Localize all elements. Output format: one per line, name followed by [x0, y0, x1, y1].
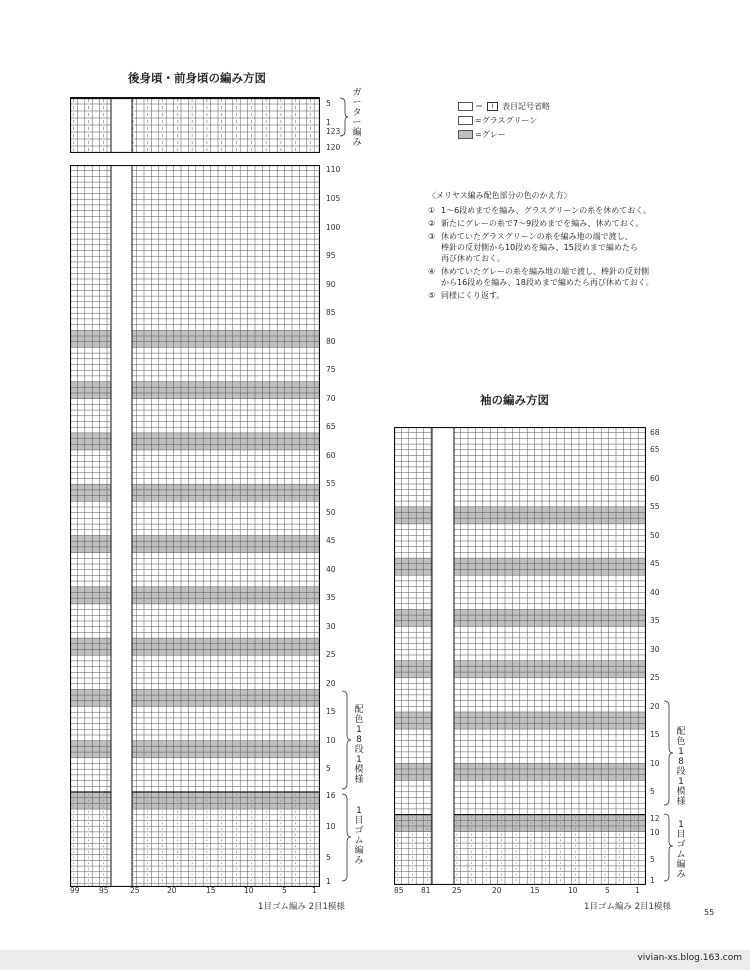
body-col-label: 10: [244, 886, 254, 895]
body-row-label: 55: [326, 479, 336, 488]
body-row-label: 1: [326, 877, 331, 886]
sleeve-pattern-label: 配色18段1模様: [676, 727, 686, 807]
garter-bracket: [338, 97, 350, 137]
garter-label: ガーター編み: [352, 88, 362, 148]
body-row-label: 10: [326, 822, 336, 831]
step-text: 新たにグレーの糸で7〜9段めまでを編み、休めておく。: [441, 219, 644, 228]
grey-band: [70, 792, 320, 809]
watermark-text: vivian-xs.blog.163.com: [637, 953, 742, 963]
grey-band: [70, 382, 320, 399]
step-number: ⑤: [428, 291, 436, 300]
sleeve-row-label: 1: [650, 876, 655, 885]
body-top-row-label: 120: [326, 143, 341, 152]
body-row-label: 60: [326, 451, 336, 460]
step-text: 同様にくり返す。: [441, 291, 505, 300]
grey-band: [70, 433, 320, 450]
sleeve-col-label: 20: [492, 886, 502, 895]
legend: [458, 101, 550, 140]
green-swatch: [458, 116, 473, 125]
grey-swatch: [458, 130, 473, 139]
sleeve-rib-label: 1目ゴム編み: [676, 820, 686, 880]
sleeve-row-label: 20: [650, 702, 660, 711]
sleeve-col-label: 10: [568, 886, 578, 895]
body-row-label: 85: [326, 308, 336, 317]
body-top-row-label: 1: [326, 118, 331, 127]
step-number: ④: [428, 267, 436, 276]
sleeve-row-label: 25: [650, 673, 660, 682]
sleeve-row-label: 5: [650, 787, 655, 796]
sleeve-col-label: 81: [421, 886, 431, 895]
instruction-step: [428, 266, 654, 288]
body-chart-top-section: [70, 97, 320, 157]
body-row-label: 10: [326, 736, 336, 745]
sleeve-row-label: 40: [650, 588, 660, 597]
body-side-brackets: [340, 690, 354, 884]
instruction-step: [428, 218, 654, 229]
body-row-label: 70: [326, 394, 336, 403]
color-change-instructions: [428, 190, 654, 301]
sleeve-row-label: 30: [650, 645, 660, 654]
instruction-step: [428, 205, 654, 216]
page-number: 55: [704, 908, 715, 917]
body-row-label: 20: [326, 679, 336, 688]
step-number: ②: [428, 219, 436, 228]
body-row-label: 75: [326, 365, 336, 374]
body-col-label: 15: [206, 886, 216, 895]
instructions-heading: 〈メリヤス編み配色部分の色のかえ方〉: [428, 191, 572, 200]
grey-band: [70, 536, 320, 553]
sleeve-row-label: 60: [650, 474, 660, 483]
sleeve-bottom-label: 1目ゴム編み 2目1模様: [584, 902, 671, 912]
sleeve-col-label: 1: [635, 886, 640, 895]
body-col-label: 99: [70, 886, 80, 895]
body-row-label: 65: [326, 422, 336, 431]
sleeve-row-label: 45: [650, 559, 660, 568]
legend-item-green: =グラスグリーン: [458, 115, 550, 126]
body-row-label: 25: [326, 650, 336, 659]
sleeve-row-label: 12: [650, 814, 660, 823]
body-col-label: 25: [130, 886, 140, 895]
body-row-label: 50: [326, 508, 336, 517]
sleeve-row-label: 10: [650, 759, 660, 768]
white-swatch: [458, 102, 473, 111]
grey-band: [70, 330, 320, 347]
body-row-label: 100: [326, 223, 341, 232]
body-col-label: 95: [99, 886, 109, 895]
body-col-label: 1: [312, 886, 317, 895]
grey-band: [70, 587, 320, 604]
sleeve-row-label: 35: [650, 616, 660, 625]
step-text: 1〜6段めまでを編み、グラスグリーンの糸を休めておく。: [441, 206, 652, 215]
body-row-label: 35: [326, 593, 336, 602]
legend-item-grey: =グレー: [458, 129, 550, 140]
step-number: ①: [428, 206, 436, 215]
body-row-label: 45: [326, 536, 336, 545]
body-row-label: 5: [326, 764, 331, 773]
body-row-label: 95: [326, 251, 336, 260]
sleeve-side-brackets: [662, 700, 676, 885]
sleeve-col-label: 25: [452, 886, 462, 895]
grey-band: [70, 484, 320, 501]
step-text: 休めていたグレーの糸を編み地の端で渡し、棒針の反対側 から16段めを編み、18段めまで編めたら再び休めておく。: [441, 267, 654, 287]
body-row-label: 110: [326, 165, 341, 174]
sleeve-row-label: 65: [650, 445, 660, 454]
sleeve-row-label: 50: [650, 531, 660, 540]
instruction-step: [428, 231, 654, 264]
step-number: ③: [428, 232, 436, 241]
body-chart-grid: [70, 165, 320, 891]
body-row-label: 5: [326, 853, 331, 862]
sleeve-col-axis: [394, 886, 654, 898]
instruction-step: [428, 290, 654, 301]
sleeve-chart-title: 袖の編み方図: [480, 393, 549, 407]
body-bottom-label: 1目ゴム編み 2目1模様: [258, 902, 345, 912]
body-col-label: 5: [282, 886, 287, 895]
sleeve-col-label: 5: [605, 886, 610, 895]
sleeve-row-label: 10: [650, 828, 660, 837]
body-row-label: 15: [326, 707, 336, 716]
body-pattern-label: 配色18段1模様: [354, 705, 364, 785]
body-top-row-label: 123: [326, 127, 341, 136]
grey-band: [70, 638, 320, 655]
body-row-label: 105: [326, 194, 341, 203]
body-chart-title: 後身頃・前身頃の編み方図: [128, 71, 266, 85]
sleeve-col-label: 85: [394, 886, 404, 895]
body-col-label: 20: [167, 886, 177, 895]
body-top-row-label: 5: [326, 99, 331, 108]
grey-band: [70, 741, 320, 758]
sleeve-row-label: 15: [650, 730, 660, 739]
sleeve-chart-grid: [394, 427, 646, 889]
sleeve-row-label: 55: [650, 502, 660, 511]
knit-symbol-icon: I: [487, 102, 498, 111]
body-row-label: 16: [326, 791, 336, 800]
body-row-label: 80: [326, 337, 336, 346]
body-row-label: 30: [326, 622, 336, 631]
body-col-axis: [70, 886, 330, 898]
step-text: 休めていたグラスグリーンの糸を編み地の端で渡し、 棒針の反対側から10段めを編み、15段めまで編めたら 再び休めておく。: [441, 232, 638, 263]
body-row-label: 90: [326, 280, 336, 289]
legend-item-knit: ＝ I 表目記号省略: [458, 101, 550, 112]
sleeve-row-label: 68: [650, 428, 660, 437]
watermark-bar: [0, 950, 750, 970]
sleeve-col-label: 15: [530, 886, 540, 895]
body-rib-label: 1目ゴム編み: [354, 806, 364, 866]
grey-band: [70, 689, 320, 706]
sleeve-row-label: 5: [650, 855, 655, 864]
body-row-label: 40: [326, 565, 336, 574]
